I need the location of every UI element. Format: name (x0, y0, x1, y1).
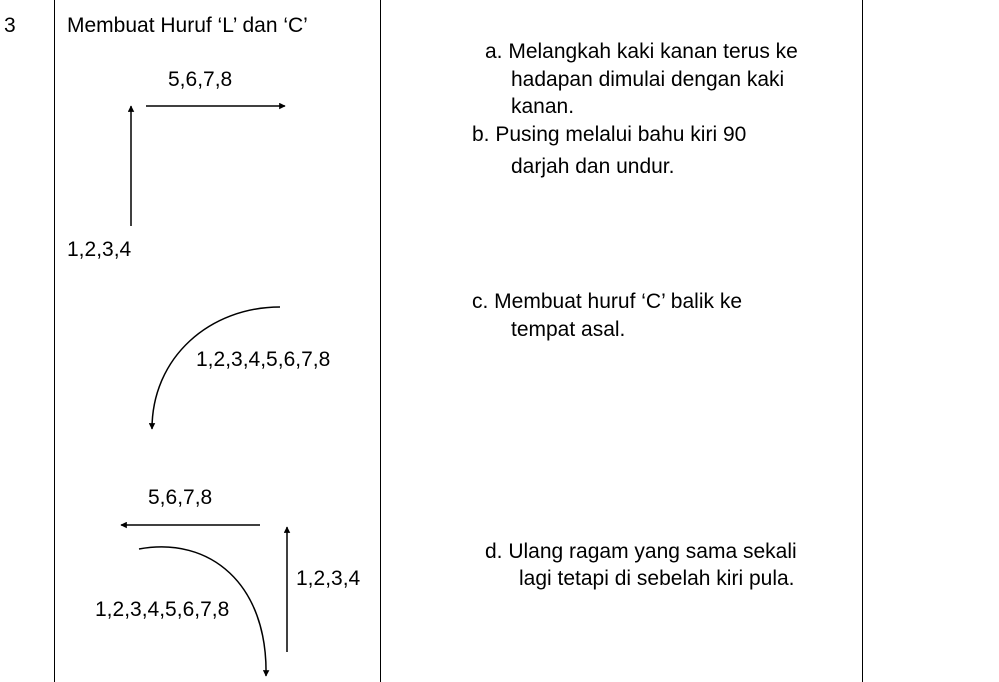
step-a-line-1: a. Melangkah kaki kanan terus ke (485, 40, 798, 63)
row-number: 3 (4, 14, 16, 37)
step-a-line-2: hadapan dimulai dengan kaki (511, 68, 785, 91)
c-curve-label: 1,2,3,4,5,6,7,8 (196, 348, 331, 371)
step-d-line-1: d. Ulang ragam yang sama sekali (485, 540, 797, 563)
step-b-line-2: darjah dan undur. (511, 155, 675, 178)
step-b-line-1: b. Pusing melalui bahu kiri 90 (472, 123, 747, 146)
bottom-curve-label: 1,2,3,4,5,6,7,8 (95, 598, 230, 621)
step-d-line-2: lagi tetapi di sebelah kiri pula. (519, 567, 795, 590)
step-c-line-2: tempat asal. (511, 318, 626, 341)
row-title: Membuat Huruf ‘L’ dan ‘C’ (67, 14, 308, 37)
bottom-vertical-label: 1,2,3,4 (296, 567, 361, 590)
l-vertical-label: 1,2,3,4 (67, 238, 132, 261)
bottom-horizontal-label: 5,6,7,8 (148, 486, 213, 509)
step-a-line-3: kanan. (511, 95, 575, 118)
step-c-line-1: c. Membuat huruf ‘C’ balik ke (472, 290, 742, 313)
l-horizontal-label: 5,6,7,8 (168, 68, 233, 91)
